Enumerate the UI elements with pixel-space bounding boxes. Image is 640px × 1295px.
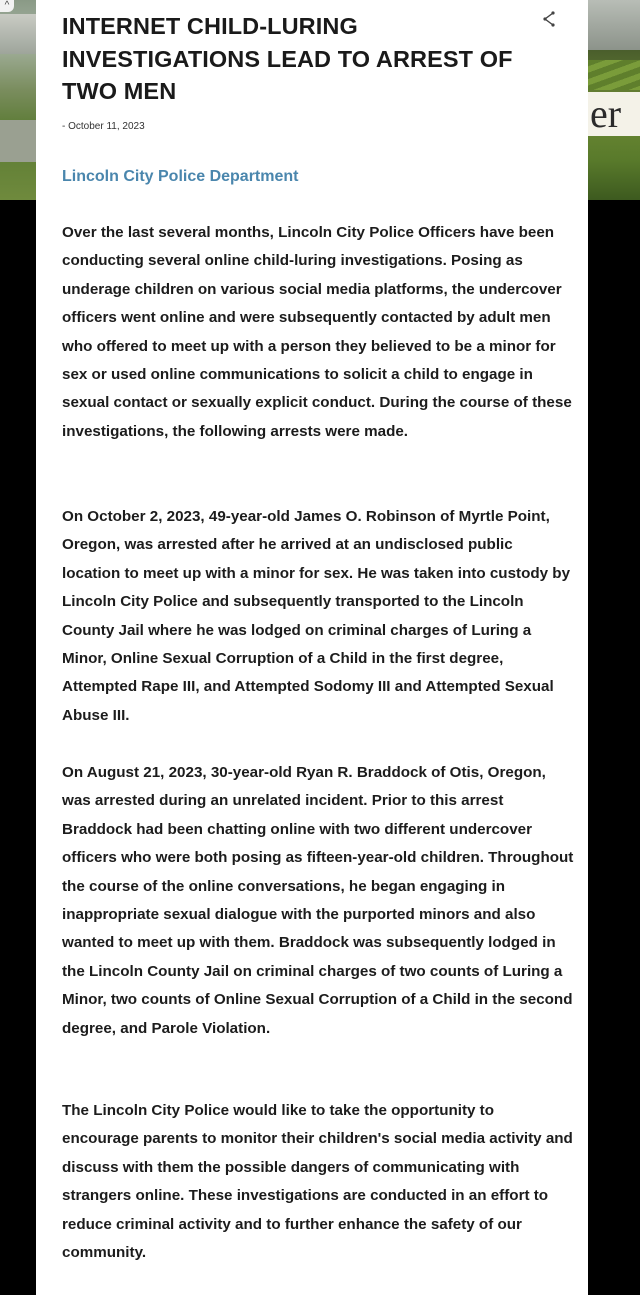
article-card (36, 0, 588, 1295)
background-building (0, 14, 36, 54)
article-date: - October 11, 2023 (62, 121, 145, 132)
article-paragraph: Over the last several months, Lincoln City Police Officers have been conducting several online child-luring investigations. Posing as underage children on various social media platforms, the undercover officers went online and were subsequently contacted by adult men who offered to meet up with a person they believed to be a minor for sex or used online communications to solicit a child to engage in sexual contact or sexually explicit conduct. During the course of these investigations, the following arrests were made. (62, 224, 572, 440)
share-icon[interactable] (538, 8, 560, 30)
department-link[interactable]: Lincoln City Police Department (62, 168, 299, 185)
background-sign (588, 92, 640, 136)
background-photo-right (588, 0, 640, 200)
chevron-up-icon[interactable]: ^ (0, 0, 14, 12)
background-road (0, 120, 36, 162)
background-building (588, 0, 640, 50)
article-paragraph: On August 21, 2023, 30-year-old Ryan R. Braddock of Otis, Oregon, was arrested during an unrelated incident. Prior to this arrest Braddock had been chatting online with two different undercover officers who were both posing as fifteen-year-old children. Throughout the course of the online conversations, he began engaging in inappropriate sexual dialogue with the purported minors and also wanted to meet up with them. Braddock was subsequently lodged in the Lincoln County Jail on criminal charges of two counts of Luring a Minor, two counts of Online Sexual Corruption of a Child in the second degree, and Parole Violation. (62, 764, 574, 1037)
article-title: INTERNET CHILD-LURING INVESTIGATIONS LEAD TO ARREST OF TWO MEN (62, 13, 513, 104)
background-sign-text: er (590, 91, 622, 136)
background-lawn (588, 60, 640, 90)
article-paragraph: The Lincoln City Police would like to take the opportunity to encourage parents to monitor their children's social media activity and discuss with them the possible dangers of communicating with strangers online. These investigations are conducted in an effort to reduce criminal activity and to further enhance the safety of our community. (62, 1102, 573, 1262)
article-paragraph: On October 2, 2023, 49-year-old James O. Robinson of Myrtle Point, Oregon, was arrested after he arrived at an undisclosed public location to meet up with a minor for sex. He was taken into custody by Lincoln City Police and subsequently transported to the Lincoln County Jail where he was lodged on criminal charges of Luring a Minor, Online Sexual Corruption of a Child in the first degree, Attempted Rape III, and Attempted Sodomy III and Attempted Sexual Abuse III. (62, 508, 571, 724)
background-photo-left (0, 0, 36, 200)
